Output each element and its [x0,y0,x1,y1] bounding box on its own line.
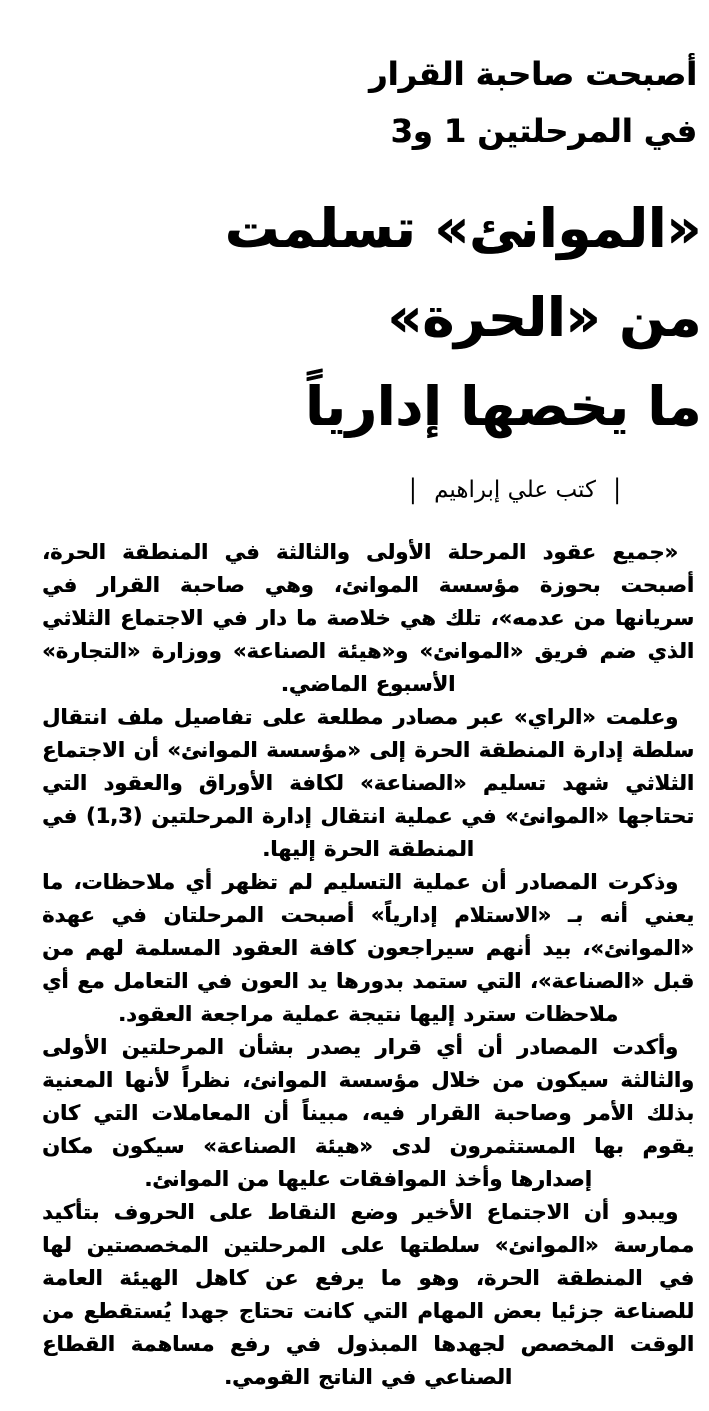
headline-line-1: «الموانئ» تسلمت [224,197,701,260]
byline [0,477,631,503]
headline-line-2: من «الحرة» [387,286,701,349]
headline-line-3: ما يخصها إدارياً [304,375,701,438]
kicker-line-2: في المرحلتين 1 و3 [390,112,697,150]
article-paragraph: «جميع عقود المرحلة الأولى والثالثة في المنطقة الحرة، أصبحت بحوزة مؤسسة الموانئ، وهي صاحبة القرار في سريانها من عدمه»، تلك هي خلاصة ما دار في الاجتماع الثلاثي الذي ضم فريق «الموانئ» و«هيئة الصناعة» ووزارة «التجارة» الأسبوع الماضي. [42,540,694,696]
article-paragraph: وعلمت «الراي» عبر مصادر مطلعة على تفاصيل ملف انتقال سلطة إدارة المنطقة الحرة إلى «مؤسسة الموانئ» أن الاجتماع الثلاثي شهد تسليم «الصناعة» لكافة الأوراق والعقود التي تحتاجها «الموانئ» في عملية انتقال إدارة المرحلتين (1,3) في المنطقة الحرة إليها. [42,705,695,861]
article-body [42,536,694,1394]
article-paragraph: ويبدو أن الاجتماع الأخير وضع النقاط على الحروف بتأكيد ممارسة «الموانئ» سلطتها على المرحلتين المخصصتين لها في المنطقة الحرة، وهو ما يرفع عن كاهل الهيئة العامة للصناعة جزئيا بعض المهام التي كانت تحتاج جهدا يُستقطع من الوقت المخصص لجهدها المبذول في رفع مساهمة القطاع الصناعي في الناتج القومي. [42,1200,694,1389]
article-paragraph: وذكرت المصادر أن عملية التسليم لم تظهر أي ملاحظات، ما يعني أنه بـ «الاستلام إدارياً» أصبحت المرحلتان في عهدة «الموانئ»، بيد أنهم سيراجعون كافة العقود المسلمة لهم من قبل «الصناعة»، التي ستمد بدورها يد العون في التعامل مع أي ملاحظات سترد إليها نتيجة عملية مراجعة العقود. [42,870,694,1026]
kicker-line-1: أصبحت صاحبة القرار [369,55,697,93]
byline-separator-right: | [613,475,621,505]
article-header [0,0,709,503]
byline-author: كتب علي إبراهيم [434,477,596,503]
byline-separator-left: | [409,475,417,505]
article-paragraph: وأكدت المصادر أن أي قرار يصدر بشأن المرحلتين الأولى والثالثة سيكون من خلال مؤسسة الموانئ، نظراً لأنها المعنية بذلك الأمر وصاحبة القرار فيه، مبيناً أن المعاملات التي كان يقوم بها المستثمرون لدى «هيئة الصناعة» سيكون مكان إصدارها وأخذ الموافقات عليها من الموانئ. [42,1035,694,1191]
kicker [0,0,709,160]
headline [0,184,701,451]
